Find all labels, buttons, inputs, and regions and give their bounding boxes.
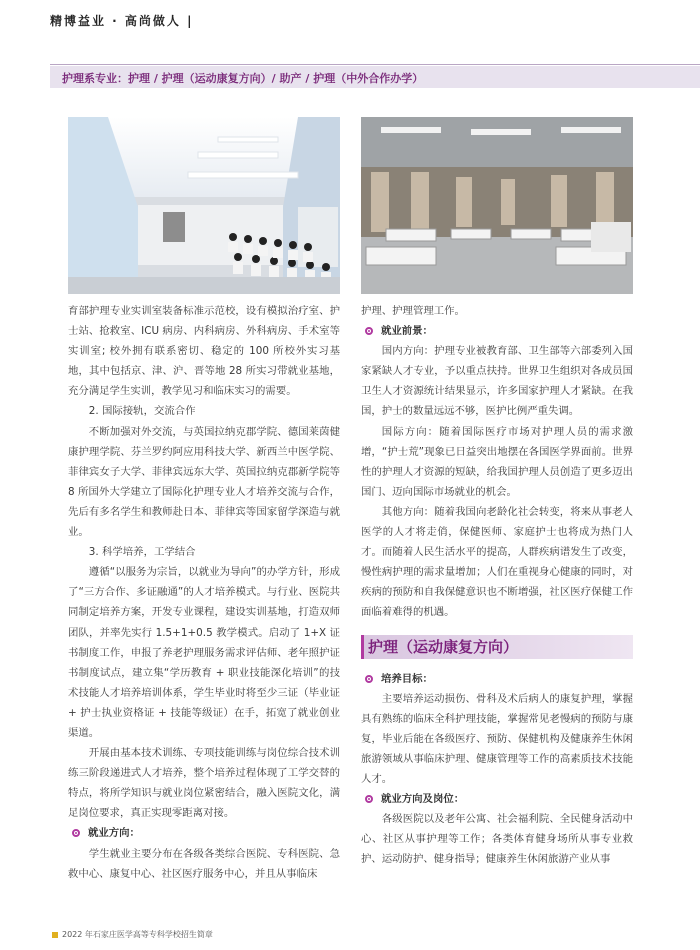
bullet-icon	[72, 829, 80, 837]
section-title: 护理（运动康复方向）	[361, 635, 633, 659]
left-text-column	[68, 301, 340, 884]
bullet-heading-text: 培养目标：	[381, 672, 433, 685]
right-paragraph: 主要培养运动损伤、骨科及术后病人的康复护理，掌握具有熟练的临床全科护理技能，掌握常见老慢病的预防与康复，毕业后能在各级医疗、预防、保健机构及健康养生休闲旅游领域从事临床护理、健康管理等工作的高素质技术技能人才。	[361, 692, 633, 785]
left-paragraph: 学生就业主要分布在各级各类综合医院、专科医院、急救中心、康复中心、社区医疗服务中心，并且从事临床	[68, 847, 340, 880]
left-paragraph: 育部护理专业实训室装备标准示范校，设有模拟治疗室、护士站、抢救室、ICU 病房、内科病房、外科病房、手术室等实训室; 校外拥有联系密切、稳定的 100 所校外实习基地，其中包括京、津、沪、晋等地 28 所实习带就业基地，充分满足学生实训，教学见习和临床实习的需要。	[68, 305, 340, 398]
right-paragraph: 其他方向：随着我国向老龄化社会转变，将来从事老人医学的人才将走俏，保健医师、家庭护士也将成为热门人才。而随着人民生活水平的提高，人群疾病谱发生了改变，慢性病护理的需求量增加；人们在重视身心健康的同时，对疾病的预防和自我保健意识也不断增强，社区医疗保健工作面临着难得的机遇。	[361, 505, 633, 619]
hospital-ward-photo	[361, 117, 633, 294]
header-divider	[50, 64, 700, 65]
left-paragraph: 开展由基本技术训练、专项技能训练与岗位综合技术训练三阶段递进式人才培养，整个培养过程体现了工学交替的特点，将所学知识与就业岗位紧密结合，融入医院文化，满足岗位要求，真正实现零距离对接。	[68, 747, 340, 820]
training-room-photo	[68, 117, 340, 294]
bullet-heading-text: 就业前景：	[381, 325, 433, 338]
bullet-heading-text: 就业方向：	[88, 827, 140, 840]
left-paragraph: 不断加强对外交流，与英国拉纳克郡学院、德国莱茵健康护理学院、芬兰罗约阿应用科技大学、新西兰中医学院、菲律宾女子大学、菲律宾远东大学、英国拉纳克郡新学院等 8 所国外大学建立了国际化护理专业人才培养交流与合作，先后有多名学生和教师赴日本、菲律宾等国家留学深造与就业。	[68, 425, 340, 539]
page-footer	[52, 929, 213, 940]
bullet-icon	[365, 675, 373, 683]
bullet-heading	[361, 321, 633, 341]
footer-square-icon	[52, 932, 58, 938]
bullet-heading	[68, 823, 340, 843]
school-motto: 精博益业 · 高尚做人 |	[50, 14, 194, 28]
footer-text: 2022 年石家庄医学高等专科学校招生简章	[62, 930, 213, 939]
right-paragraph: 护理、护理管理工作。	[361, 305, 465, 317]
department-banner-text: 护理系专业：护理 / 护理（运动康复方向）/ 助产 / 护理（中外合作办学）	[62, 72, 424, 85]
right-paragraph: 国内方向：护理专业被教育部、卫生部等六部委列入国家紧缺人才专业，予以重点扶持。世界卫生组织对各成员国卫生人才资源统计结果显示，许多国家护理人才紧缺。在我国，护士的数量远远不够，医护比例严重失调。	[361, 345, 633, 418]
left-paragraph: 遵循“以服务为宗旨，以就业为导向”的办学方针，形成了“三方合作、多证融通”的人才培养模式。与行业、医院共同制定培养方案，开发专业课程，建设实训基地，打造双师团队，并率先实行 1.5+1+0.5 教学模式。启动了 1+X 证书制度工作，申报了养老护理服务需求评估师、老年照护证书制度试点，建立集“学历教育 + 职业技能深化培训”的技术技能人才培养培训体系，学生毕业时将至少三证（毕业证 + 护士执业资格证 + 技能等级证）在手，拓宽了就业创业渠道。	[68, 566, 340, 739]
right-paragraph: 国际方向：随着国际医疗市场对护理人员的需求激增，“护士荒”现象已日益突出地摆在各国医学界面前。世界性的护理人才资源的短缺，给我国护理人员创造了更多迈出国门、迈向国际市场就业的机会。	[361, 425, 633, 498]
bullet-heading	[361, 669, 633, 689]
right-text-column	[361, 301, 633, 869]
bullet-heading-text: 就业方向及岗位：	[381, 793, 465, 806]
department-banner	[50, 66, 700, 88]
bullet-icon	[365, 795, 373, 803]
left-subheading: 2. 国际接轨，交流合作	[88, 405, 196, 418]
right-paragraph: 各级医院以及老年公寓、社会福利院、全民健身活动中心、社区从事护理等工作；各类体育健身场所从事专业救护、运动防护、健身指导；健康养生休闲旅游产业从事	[361, 813, 633, 866]
left-subheading: 3. 科学培养，工学结合	[88, 546, 196, 559]
bullet-icon	[365, 327, 373, 335]
bullet-heading	[361, 789, 633, 809]
